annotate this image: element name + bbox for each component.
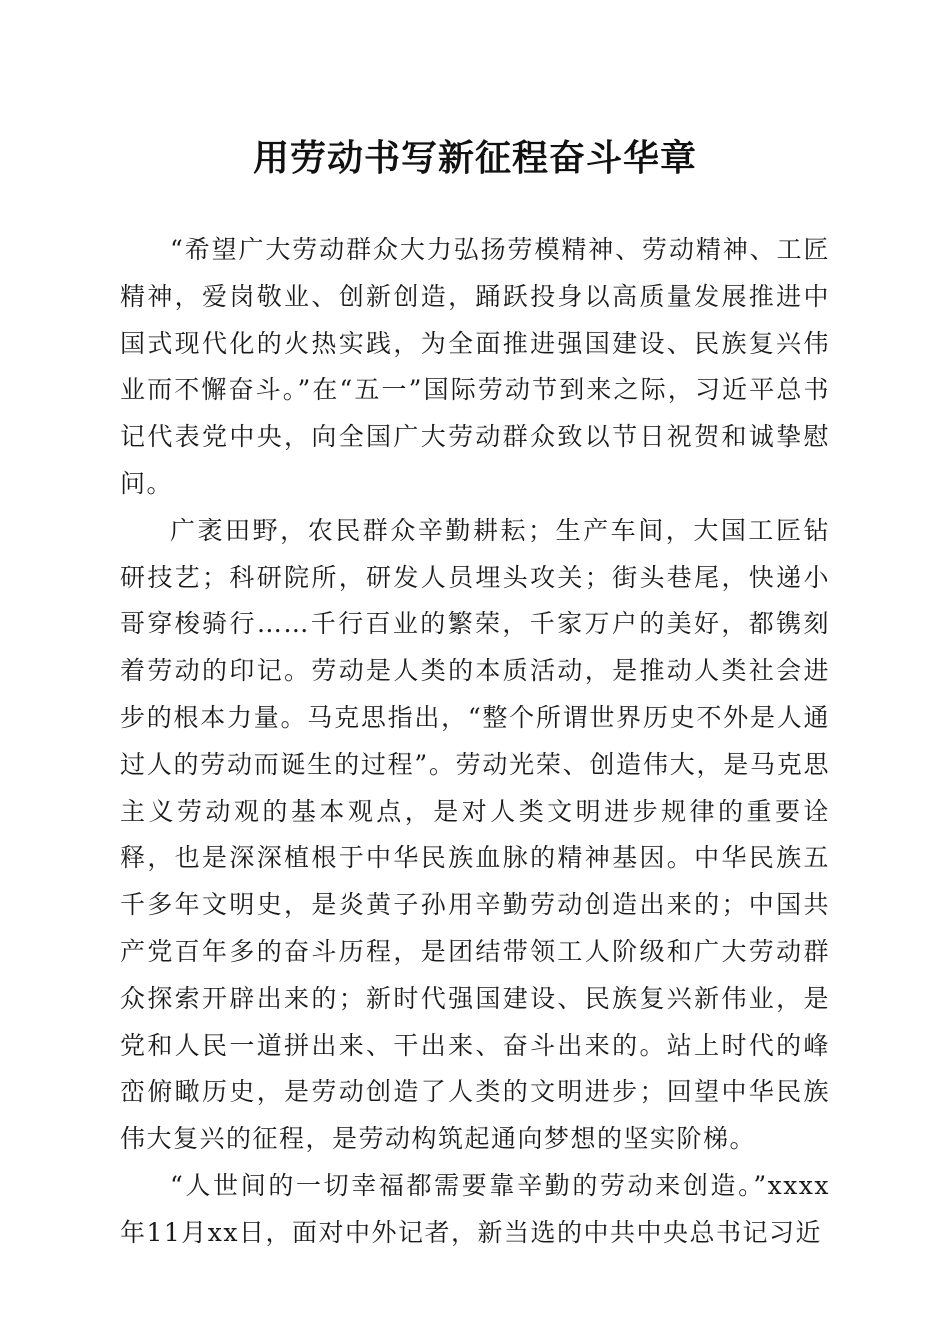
paragraph-1: “希望广大劳动群众大力弘扬劳模精神、劳动精神、工匠精神，爱岗敬业、创新创造，踊跃投身以高质量发展推进中国式现代化的火热实践，为全面推进强国建设、民族复兴伟业而不懈奋斗。”在“五一”国际劳动节到来之际，习近平总书记代表党中央，向全国广大劳动群众致以节日祝贺和诚挚慰问。 [120, 235, 830, 498]
document-body [120, 227, 830, 1257]
paragraph-2: 广袤田野，农民群众辛勤耕耘；生产车间，大国工匠钻研技艺；科研院所，研发人员埋头攻关；街头巷尾，快递小哥穿梭骑行……千行百业的繁荣，千家万户的美好，都镌刻着劳动的印记。劳动是人类的本质活动，是推动人类社会进步的根本力量。马克思指出，“整个所谓世界历史不外是人通过人的劳动而诞生的过程”。劳动光荣、创造伟大，是马克思主义劳动观的基本观点，是对人类文明进步规律的重要诠释，也是深深植根于中华民族血脉的精神基因。中华民族五千多年文明史，是炎黄子孙用辛勤劳动创造出来的；中国共产党百年多的奋斗历程，是团结带领工人阶级和广大劳动群众探索开辟出来的；新时代强国建设、民族复兴新伟业，是党和人民一道拼出来、干出来、奋斗出来的。站上时代的峰峦俯瞰历史，是劳动创造了人类的文明进步；回望中华民族伟大复兴的征程，是劳动构筑起通向梦想的坚实阶梯。 [120, 515, 830, 1154]
paragraph-3: “人世间的一切幸福都需要靠辛勤的劳动来创造。”xxxx年11月xx日，面对中外记者，新当选的中共中央总书记习近 [120, 1170, 830, 1247]
document-title: 用劳动书写新征程奋斗华章 [252, 137, 697, 179]
